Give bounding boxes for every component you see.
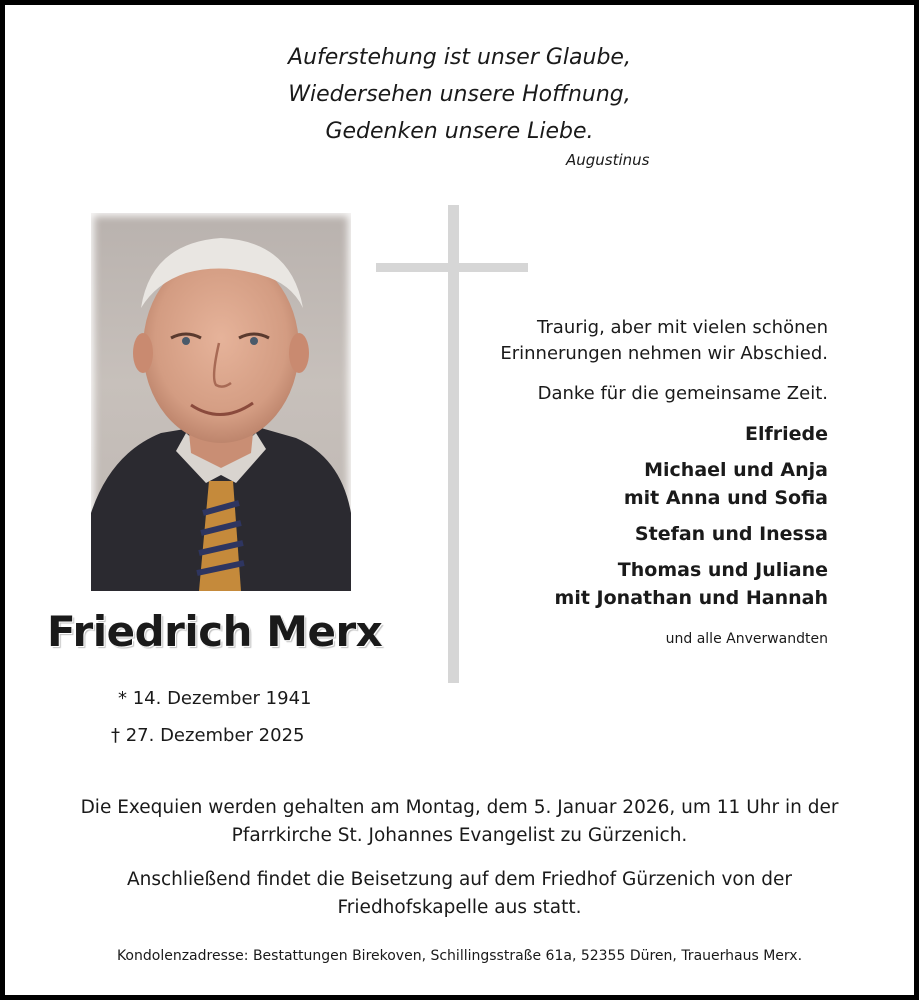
quote-line: Gedenken unsere Liebe. bbox=[325, 119, 594, 144]
deceased-name: Friedrich Merx bbox=[47, 607, 383, 656]
family-member: mit Anna und Sofia bbox=[623, 487, 828, 509]
quote bbox=[5, 39, 914, 150]
condolence-address: Kondolenzadresse: Bestattungen Birekoven, Schillingsstraße 61a, 52355 Düren, Trauerhaus Merx. bbox=[116, 948, 803, 964]
quote-line: Auferstehung ist unser Glaube, bbox=[288, 45, 631, 70]
death-date: † 27. Dezember 2025 bbox=[111, 725, 305, 746]
cross-horizontal-bar bbox=[376, 263, 528, 272]
farewell-message bbox=[408, 315, 828, 652]
burial-info bbox=[5, 866, 914, 922]
burial-line: Friedhofskapelle aus statt. bbox=[337, 897, 582, 918]
family-member: mit Jonathan und Hannah bbox=[554, 587, 828, 609]
family-member: Michael und Anja bbox=[644, 459, 828, 481]
relatives-line: und alle Anverwandten bbox=[665, 631, 828, 647]
thanks-line: Danke für die gemeinsame Zeit. bbox=[537, 383, 828, 404]
burial-line: Anschließend findet die Beisetzung auf dem Friedhof Gürzenich von der bbox=[126, 869, 793, 890]
birth-date: * 14. Dezember 1941 bbox=[118, 688, 312, 709]
quote-author: Augustinus bbox=[566, 151, 650, 169]
portrait-photo bbox=[91, 213, 351, 591]
family-member: Thomas und Juliane bbox=[617, 559, 828, 581]
service-line: Pfarrkirche St. Johannes Evangelist zu Gürzenich. bbox=[231, 825, 688, 846]
family-member: Stefan und Inessa bbox=[634, 523, 828, 545]
service-info bbox=[5, 794, 914, 850]
message-line: Erinnerungen nehmen wir Abschied. bbox=[500, 343, 828, 364]
family-member: Elfriede bbox=[744, 423, 828, 445]
message-line: Traurig, aber mit vielen schönen bbox=[537, 317, 828, 338]
service-line: Die Exequien werden gehalten am Montag, dem 5. Januar 2026, um 11 Uhr in der bbox=[80, 797, 839, 818]
quote-line: Wiedersehen unsere Hoffnung, bbox=[288, 82, 631, 107]
